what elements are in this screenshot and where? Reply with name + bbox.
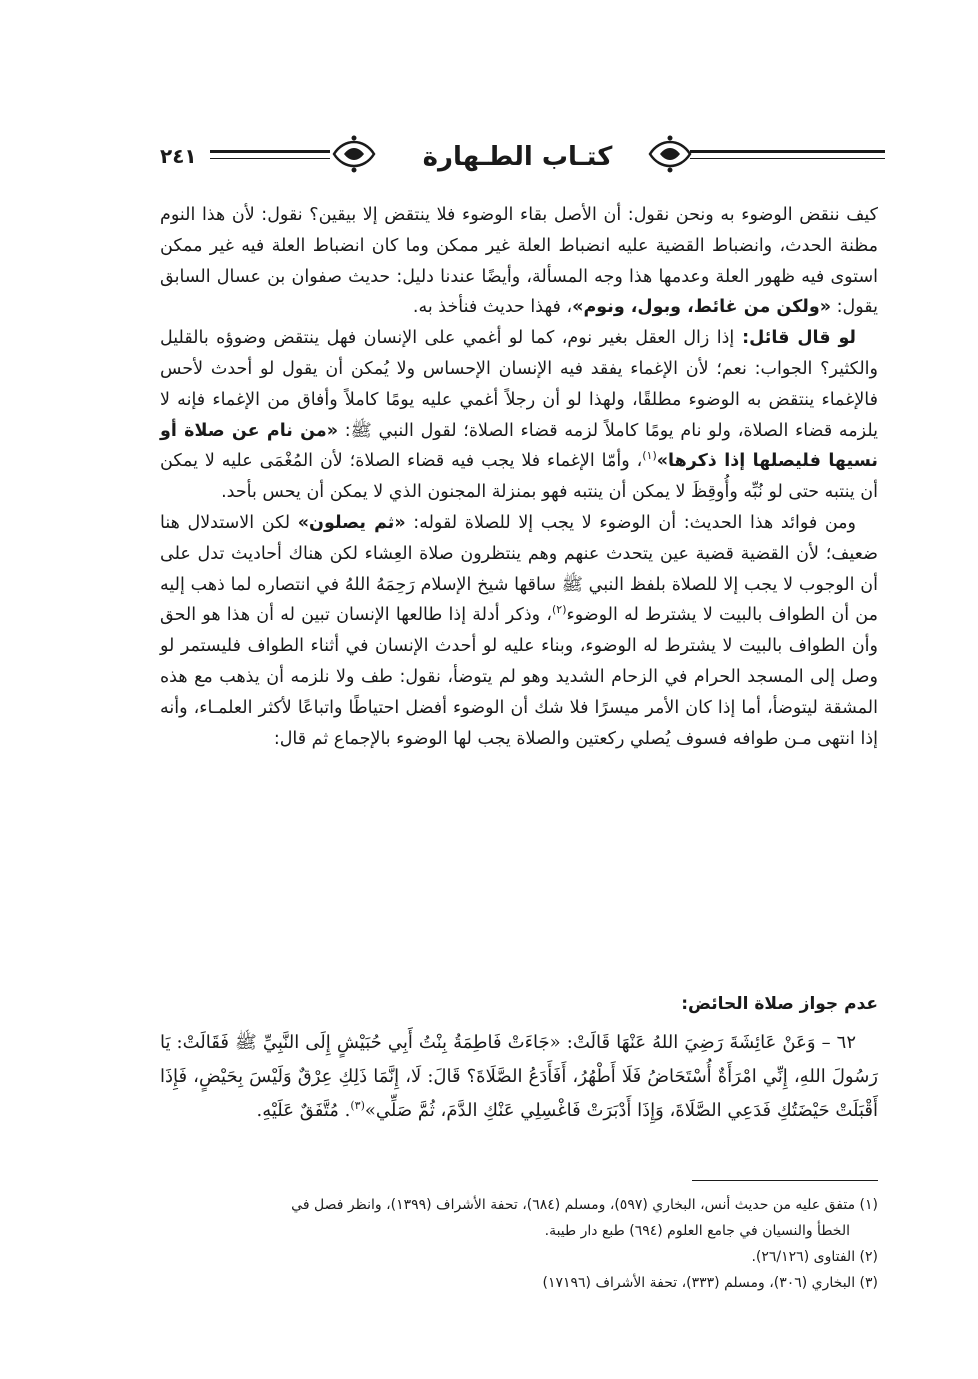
paragraph-1 [160,200,878,323]
hadith-quote: «ولكن من غائط، وبول، ونوم» [572,297,832,318]
page-header [150,128,885,188]
page-number: ٢٤١ [160,144,197,168]
hadith-text [160,1026,878,1128]
footnote-ref: (١) [642,449,657,463]
section-heading: عدم جواز صلاة الحائض: [681,994,878,1014]
hadith-body: ٦٢ – وَعَنْ عَائِشَةَ رَضِيَ اللهُ عَنْهَا قَالَتْ: «جَاءَتْ فَاطِمَةُ بِنْتُ أَبِي حُبَيْشٍ إِلَى النَّبِيِّ ﷺ فَقَالَتْ: يَا رَسُولَ اللهِ، إِنِّي امْرَأَةٌ أُسْتَحَاضُ فَلَا أَطْهُرُ، أَفَأَدَعُ الصَّلَاةَ؟ قَالَ: لَا، إِنَّمَا ذَلِكِ عِرْقٌ وَلَيْسَ بِحَيْضٍ، فَإِذَا أَقْبَلَتْ حَيْضَتُكِ فَدَعِي الصَّلَاةَ، وَإِذَا أَدْبَرَتْ فَاغْسِلِي عَنْكِ الدَّمَ، ثُمَّ صَلِّي» [160,1032,878,1121]
text-run: ومن فوائد هذا الحديث: أن الوضوء لا يجب إلا للصلاة لقوله: [405,512,857,533]
footnotes [160,1192,878,1296]
hadith-ending: . مُتَّفَقٌ عَلَيْهِ. [256,1100,351,1121]
hadith-quote: «ثم يصلون» [297,512,406,533]
footnote-1: (١) متفق عليه من حديث أنس، البخاري (٥٩٧)، ومسلم (٦٨٤)، تحفة الأشراف (١٣٩٩)، وانظر فصل في [291,1197,878,1213]
hadith-quote: «من نام عن صلاة أو نسيها فليصلها إذا ذكرها» [160,420,878,472]
text-run: لكن الاستدلال هنا ضعيف؛ لأن القضية قضية عين يتحدث عنهم وهم ينتظرون صلاة العِشاء لكن هناك أحاديث تدل على أن الوجوب لا يجب إلا للصلاة بلفظ النبي ﷺ ساقها شيخ الإسلام رَحِمَهُ اللهُ في انتصاره لما ذهب إليه من أن الطواف بالبيت لا يشترط له الوضوء [160,512,878,626]
footnote-ref: (٢) [551,603,567,617]
footnote-divider [692,1180,878,1181]
text-run: ، وأمّا الإغماء فلا يجب فيه قضاء الصلاة؛ لأن المُغْمَى عليه لا يمكن أن ينتبه حتى لو نُبِّه وأُوقِظَ لا يمكن أن ينتبه فهو بمنزلة المجنون الذي لا يمكن أن يحس بأحد. [160,451,878,503]
footnote-ref: (٣) [350,1099,365,1112]
footnote-3: (٣) البخاري (٣٠٦)، ومسلم (٣٣٣)، تحفة الأشراف (١٧١٩٦) [542,1275,878,1291]
text-run: ، فهذا حديث فنأخذ به. [412,297,573,318]
paragraph-2 [160,323,878,508]
lead-phrase: لو قال قائل: [734,328,856,349]
text-run: إذا زال العقل بغير نوم، كما لو أغمي على الإنسان فهل ينتقض وضوؤه بالقليل والكثير؟ الجواب: نعم؛ لأن الإغماء يفقد فيه الإنسان الإحساس ولا يُمكن أن يقول لو أحدث لأحس فالإغماء ينتقض به الوضوء مطلقًا، ولهذا لو أن رجلاً أغمي عليه يومًا كاملاً وأفاق من الإغماء فإنه لا يلزمه قضاء الصلاة، ولو نام يومًا كاملاً لزمه قضاء الصلاة؛ لقول النبي ﷺ: [160,328,878,441]
footnote-1-continuation: الخطأ والنسيان في جامع العلوم (٦٩٤) طبع دار طيبة. [544,1223,850,1239]
hadith-block [160,1026,878,1128]
paragraph-3 [160,508,878,754]
text-run: كيف ننقض الوضوء به ونحن نقول: أن الأصل بقاء الوضوء فلا ينتقض إلا بيقين؟ نقول: لأن هذا النوم مظنة الحدث، وانضباط القضية عليه انضباط العلة غير ممكن وما كان انضباط العلة فيه غير ممكن استوى فيه ظهور العلة وعدمها هذا وجه المسألة، وأيضًا عندنا دليل: حديث صفوان بن عسال السابق يقول: [160,205,878,318]
book-title: كتـاب الطـهارة [422,142,613,172]
body-text [160,200,878,754]
footnote-2: (٢) الفتاوى (٢٦/١٢٦). [751,1249,878,1265]
text-run: ، وذكر أدلة إذا طالعها الإنسان تبين له أن هذا هو الحق وأن الطواف بالبيت لا يشترط له الوضوء، وبناء عليه لو أحدث الإنسان في أثناء الطواف فليستمر لو وصل إلى المسجد الحرام في الزحام الشديد وهو لم يتوضأ، نقول: طف ولا نلزمه أن يذهب مع هذه المشقة ليتوضأ، أما إذا كان الأمر ميسرًا فلا شك أن الوضوء أفضل احتياطًا واتباعًا لأكثر العلمـاء، وأنه إذا انتهى مـن طوافه فسوف يُصلي ركعتين والصلاة يجب لها الوضوء بالإجماع ثم قال: [160,605,878,749]
